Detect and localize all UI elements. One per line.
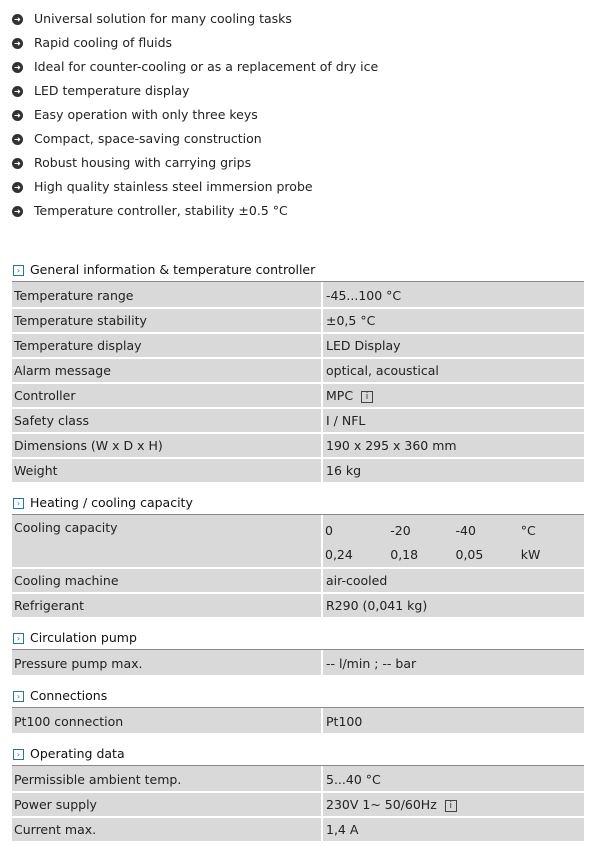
- spec-table: [12, 650, 584, 677]
- spec-value: I / NFL: [322, 408, 584, 433]
- spec-value: ±0,5 °C: [322, 308, 584, 333]
- table-row: [12, 358, 584, 383]
- spec-value: 16 kg: [322, 458, 584, 483]
- section-general: [12, 259, 584, 484]
- feature-text: Rapid cooling of fluids: [34, 35, 173, 50]
- capacity-cell: [322, 516, 584, 568]
- feature-item: [12, 199, 378, 223]
- section-title: Connections: [30, 688, 108, 703]
- section-operating: [12, 743, 584, 843]
- bullet-icon: ➜: [12, 62, 23, 73]
- feature-text: Easy operation with only three keys: [34, 107, 258, 122]
- capacity-unit: °C: [519, 518, 584, 542]
- spec-value: -- l/min ; -- bar: [322, 651, 584, 676]
- spec-label: Temperature display: [12, 333, 322, 358]
- bullet-icon: ➜: [12, 182, 23, 193]
- spec-value: 1,4 A: [322, 817, 584, 842]
- feature-text: Universal solution for many cooling tasks: [34, 11, 292, 26]
- capacity-temps-row: [323, 518, 584, 542]
- feature-item: [12, 151, 378, 175]
- table-row: [12, 408, 584, 433]
- spec-label: Permissible ambient temp.: [12, 767, 322, 792]
- bullet-icon: ➜: [12, 206, 23, 217]
- bullet-icon: ➜: [12, 110, 23, 121]
- feature-item: [12, 103, 378, 127]
- section-arrow-icon: ›: [13, 265, 24, 276]
- spec-value: [322, 383, 584, 408]
- capacity-temp: 0: [323, 518, 388, 542]
- section-title: Heating / cooling capacity: [30, 495, 193, 510]
- spec-label: Cooling capacity: [12, 516, 322, 568]
- spec-value: [322, 792, 584, 817]
- capacity-value: 0,05: [454, 542, 519, 565]
- spec-value: 5...40 °C: [322, 767, 584, 792]
- feature-text: Robust housing with carrying grips: [34, 155, 252, 170]
- bullet-icon: ➜: [12, 86, 23, 97]
- spec-value: R290 (0,041 kg): [322, 593, 584, 618]
- spec-value: LED Display: [322, 333, 584, 358]
- capacity-value: 0,24: [323, 542, 388, 565]
- table-row: [12, 593, 584, 618]
- spec-label: Pressure pump max.: [12, 651, 322, 676]
- feature-list: [12, 7, 378, 223]
- section-arrow-icon: ›: [13, 691, 24, 702]
- capacity-temp: -40: [454, 518, 519, 542]
- feature-item: [12, 127, 378, 151]
- section-title: General information & temperature controller: [30, 262, 316, 277]
- spec-label: Power supply: [12, 792, 322, 817]
- section-title: Operating data: [30, 746, 125, 761]
- section-arrow-icon: ›: [13, 498, 24, 509]
- spec-label: Alarm message: [12, 358, 322, 383]
- spec-label: Dimensions (W x D x H): [12, 433, 322, 458]
- section-header[interactable]: [12, 627, 584, 650]
- capacity-unit: kW: [519, 542, 584, 565]
- spec-label: Controller: [12, 383, 322, 408]
- spec-label: Temperature range: [12, 283, 322, 308]
- table-row: [12, 458, 584, 483]
- section-connections: [12, 685, 584, 735]
- bullet-icon: ➜: [12, 14, 23, 25]
- info-icon[interactable]: i: [445, 800, 457, 812]
- feature-item: [12, 31, 378, 55]
- table-row: [12, 817, 584, 842]
- feature-item: [12, 175, 378, 199]
- spec-value: Pt100: [322, 709, 584, 734]
- bullet-icon: ➜: [12, 134, 23, 145]
- spec-value: 190 x 295 x 360 mm: [322, 433, 584, 458]
- section-header[interactable]: [12, 743, 584, 766]
- section-title: Circulation pump: [30, 630, 137, 645]
- section-arrow-icon: ›: [13, 749, 24, 760]
- table-row: [12, 651, 584, 676]
- spec-label: Refrigerant: [12, 593, 322, 618]
- capacity-temp: -20: [388, 518, 453, 542]
- capacity-table: [323, 517, 584, 565]
- section-header[interactable]: [12, 259, 584, 282]
- section-pump: [12, 627, 584, 677]
- power-supply-value: 230V 1~ 50/60Hz: [326, 797, 437, 812]
- table-row: [12, 333, 584, 358]
- section-header[interactable]: [12, 492, 584, 515]
- section-arrow-icon: ›: [13, 633, 24, 644]
- spec-table: [12, 282, 584, 484]
- capacity-values-row: [323, 542, 584, 565]
- spec-table: [12, 515, 584, 619]
- spec-value: optical, acoustical: [322, 358, 584, 383]
- table-row: [12, 283, 584, 308]
- spec-label: Cooling machine: [12, 568, 322, 593]
- controller-value: MPC: [326, 388, 354, 403]
- table-row: [12, 516, 584, 568]
- feature-item: [12, 7, 378, 31]
- table-row: [12, 383, 584, 408]
- info-icon[interactable]: i: [361, 391, 373, 403]
- spec-label: Safety class: [12, 408, 322, 433]
- section-header[interactable]: [12, 685, 584, 708]
- table-row: [12, 308, 584, 333]
- spec-value: air-cooled: [322, 568, 584, 593]
- bullet-icon: ➜: [12, 158, 23, 169]
- bullet-icon: ➜: [12, 38, 23, 49]
- feature-item: [12, 79, 378, 103]
- feature-text: Ideal for counter-cooling or as a replacement of dry ice: [34, 59, 379, 74]
- capacity-value: 0,18: [388, 542, 453, 565]
- spec-value: -45...100 °C: [322, 283, 584, 308]
- feature-item: [12, 55, 378, 79]
- spec-table: [12, 766, 584, 843]
- table-row: [12, 709, 584, 734]
- feature-text: LED temperature display: [34, 83, 190, 98]
- table-row: [12, 767, 584, 792]
- spec-table: [12, 708, 584, 735]
- table-row: [12, 568, 584, 593]
- spec-label: Pt100 connection: [12, 709, 322, 734]
- spec-label: Temperature stability: [12, 308, 322, 333]
- spec-label: Current max.: [12, 817, 322, 842]
- spec-label: Weight: [12, 458, 322, 483]
- table-row: [12, 792, 584, 817]
- feature-text: Temperature controller, stability ±0.5 °C: [34, 203, 288, 218]
- feature-text: Compact, space-saving construction: [34, 131, 262, 146]
- table-row: [12, 433, 584, 458]
- feature-text: High quality stainless steel immersion probe: [34, 179, 313, 194]
- section-heating: [12, 492, 584, 619]
